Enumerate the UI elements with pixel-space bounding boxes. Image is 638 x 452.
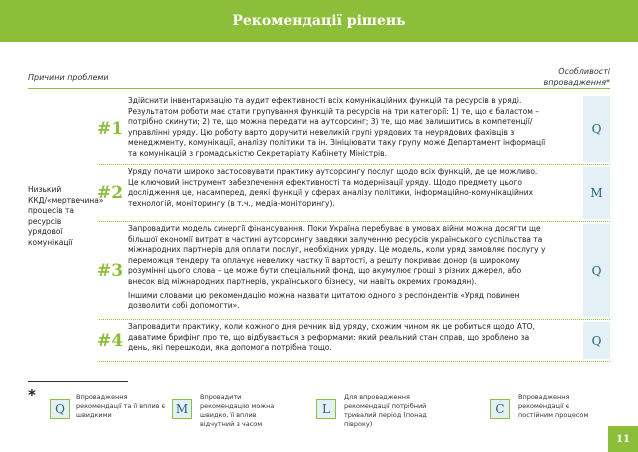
legend-text-l: Для впровадження рекомендації потрібний тривалий період (понад півроку) (344, 393, 427, 428)
recommendation-text: Уряду почати широко застосовувати практику аутсорсингу послуг щодо всіх функцій, де це можливо. Це ключовий інструмент забезпечення ефективності та модернізації уряду. Щодо предмету цього дослідження це, насамперед, деякі функції у сферах аналізу політики, інформаційно-комунікаційних технологій, моніторингу (в т.ч., медіа-моніторингу). (128, 167, 538, 208)
footnote-divider (28, 381, 128, 382)
legend-badge-m: M (172, 399, 192, 419)
row-divider (99, 221, 610, 222)
footnote-star: * (28, 386, 36, 404)
header-banner (0, 0, 638, 42)
legend-text-q: Впровадження рекомендації та її вплив є швидкими (76, 393, 166, 419)
recommendation-text: Запровадити практику, коли кожного дня речник від уряду, схожим чином як це робиться щодо АТО, даватиме брифінг про те, що відбувається з реформами: який реальний стан справ, що зроблено за день, які перешкоди, яка допомога потрібна тощо. (128, 322, 535, 353)
implementation-tag: Q (583, 322, 610, 359)
recommendation-row-3 (96, 224, 610, 317)
page-title: Рекомендації рішень (232, 13, 406, 29)
recommendation-number: #3 (96, 260, 124, 281)
recommendation-row-1 (96, 96, 610, 162)
recommendation-text: Запровадити модель синергії фінансування. Поки Україна перебуває в умовах війни можна досягти ще більшої економії витрат в частині аутсорсингу завдяки залученню ресурсів українського суспільства та міжнародних партнерів для оплати послуг, необхідних уряду. Це модель, коли уряд замовляє послугу у переможця тендеру та оплачує невелику частку її вартості, а решту покриває донор (в широкому розумінні цього слова – це може бути спеціальний фонд, що акумулює гроші з різних джерел, або внесок від міжнародних партнерів, українського бізнесу, чи навіть окремих громадян). (128, 224, 546, 286)
legend-badge-q: Q (50, 399, 70, 419)
recommendation-number: #4 (96, 330, 124, 351)
row-divider (99, 164, 610, 165)
implementation-tag: M (583, 167, 610, 219)
legend-badge-c: C (490, 399, 510, 419)
legend-badge-l: L (316, 399, 336, 419)
header-divider (28, 88, 610, 89)
recommendation-number: #2 (96, 183, 124, 203)
implementation-tag: Q (583, 96, 610, 162)
column-header-implementation: Особливості впровадження* (543, 67, 610, 87)
recommendation-row-2 (96, 167, 610, 219)
row-divider (99, 361, 610, 362)
page-number: 11 (608, 426, 638, 452)
recommendation-row-4 (96, 322, 610, 359)
problem-cause: Низький ККД/«мертвечина» процесів та ресурсів урядової комунікації (28, 185, 104, 247)
legend-text-c: Впровадження рекомендації є постійним процесом (518, 393, 589, 419)
column-header-causes: Причини проблеми (28, 73, 109, 82)
recommendation-text: Здійснити інвентаризацію та аудит ефективності всіх комунікаційних функцій та ресурсів в уряді. Результатом роботи має стати групування функцій та ресурсів на три категорії: 1) те, що є баластом – потрібно скинути; 2) те, що можна передати на аутсорсинг; 3) те, що має залишитись в компетенції/управлінні уряду. Цю роботу варто доручити невеликій групі урядових та неурядових фахівців з менеджменту, комунікації, аналізу політики та ін. Зініціювати таку групу може Департамент інформації та комунікацій з громадськістю Секретаріату Кабінету Міністрів. (128, 96, 546, 158)
recommendation-text-block (128, 224, 550, 312)
legend-text-m: Впровадити рекомендацію можна швидко, її вплив відчутний з часом (200, 393, 275, 428)
row-divider (99, 319, 610, 320)
implementation-tag: Q (583, 224, 610, 317)
recommendation-quote: Іншими словами цю рекомендацію можна назвати цитатою одного з респондентів «Уряд повинен дозволити собі допомогти». (128, 290, 520, 311)
recommendation-number: #1 (96, 119, 124, 139)
